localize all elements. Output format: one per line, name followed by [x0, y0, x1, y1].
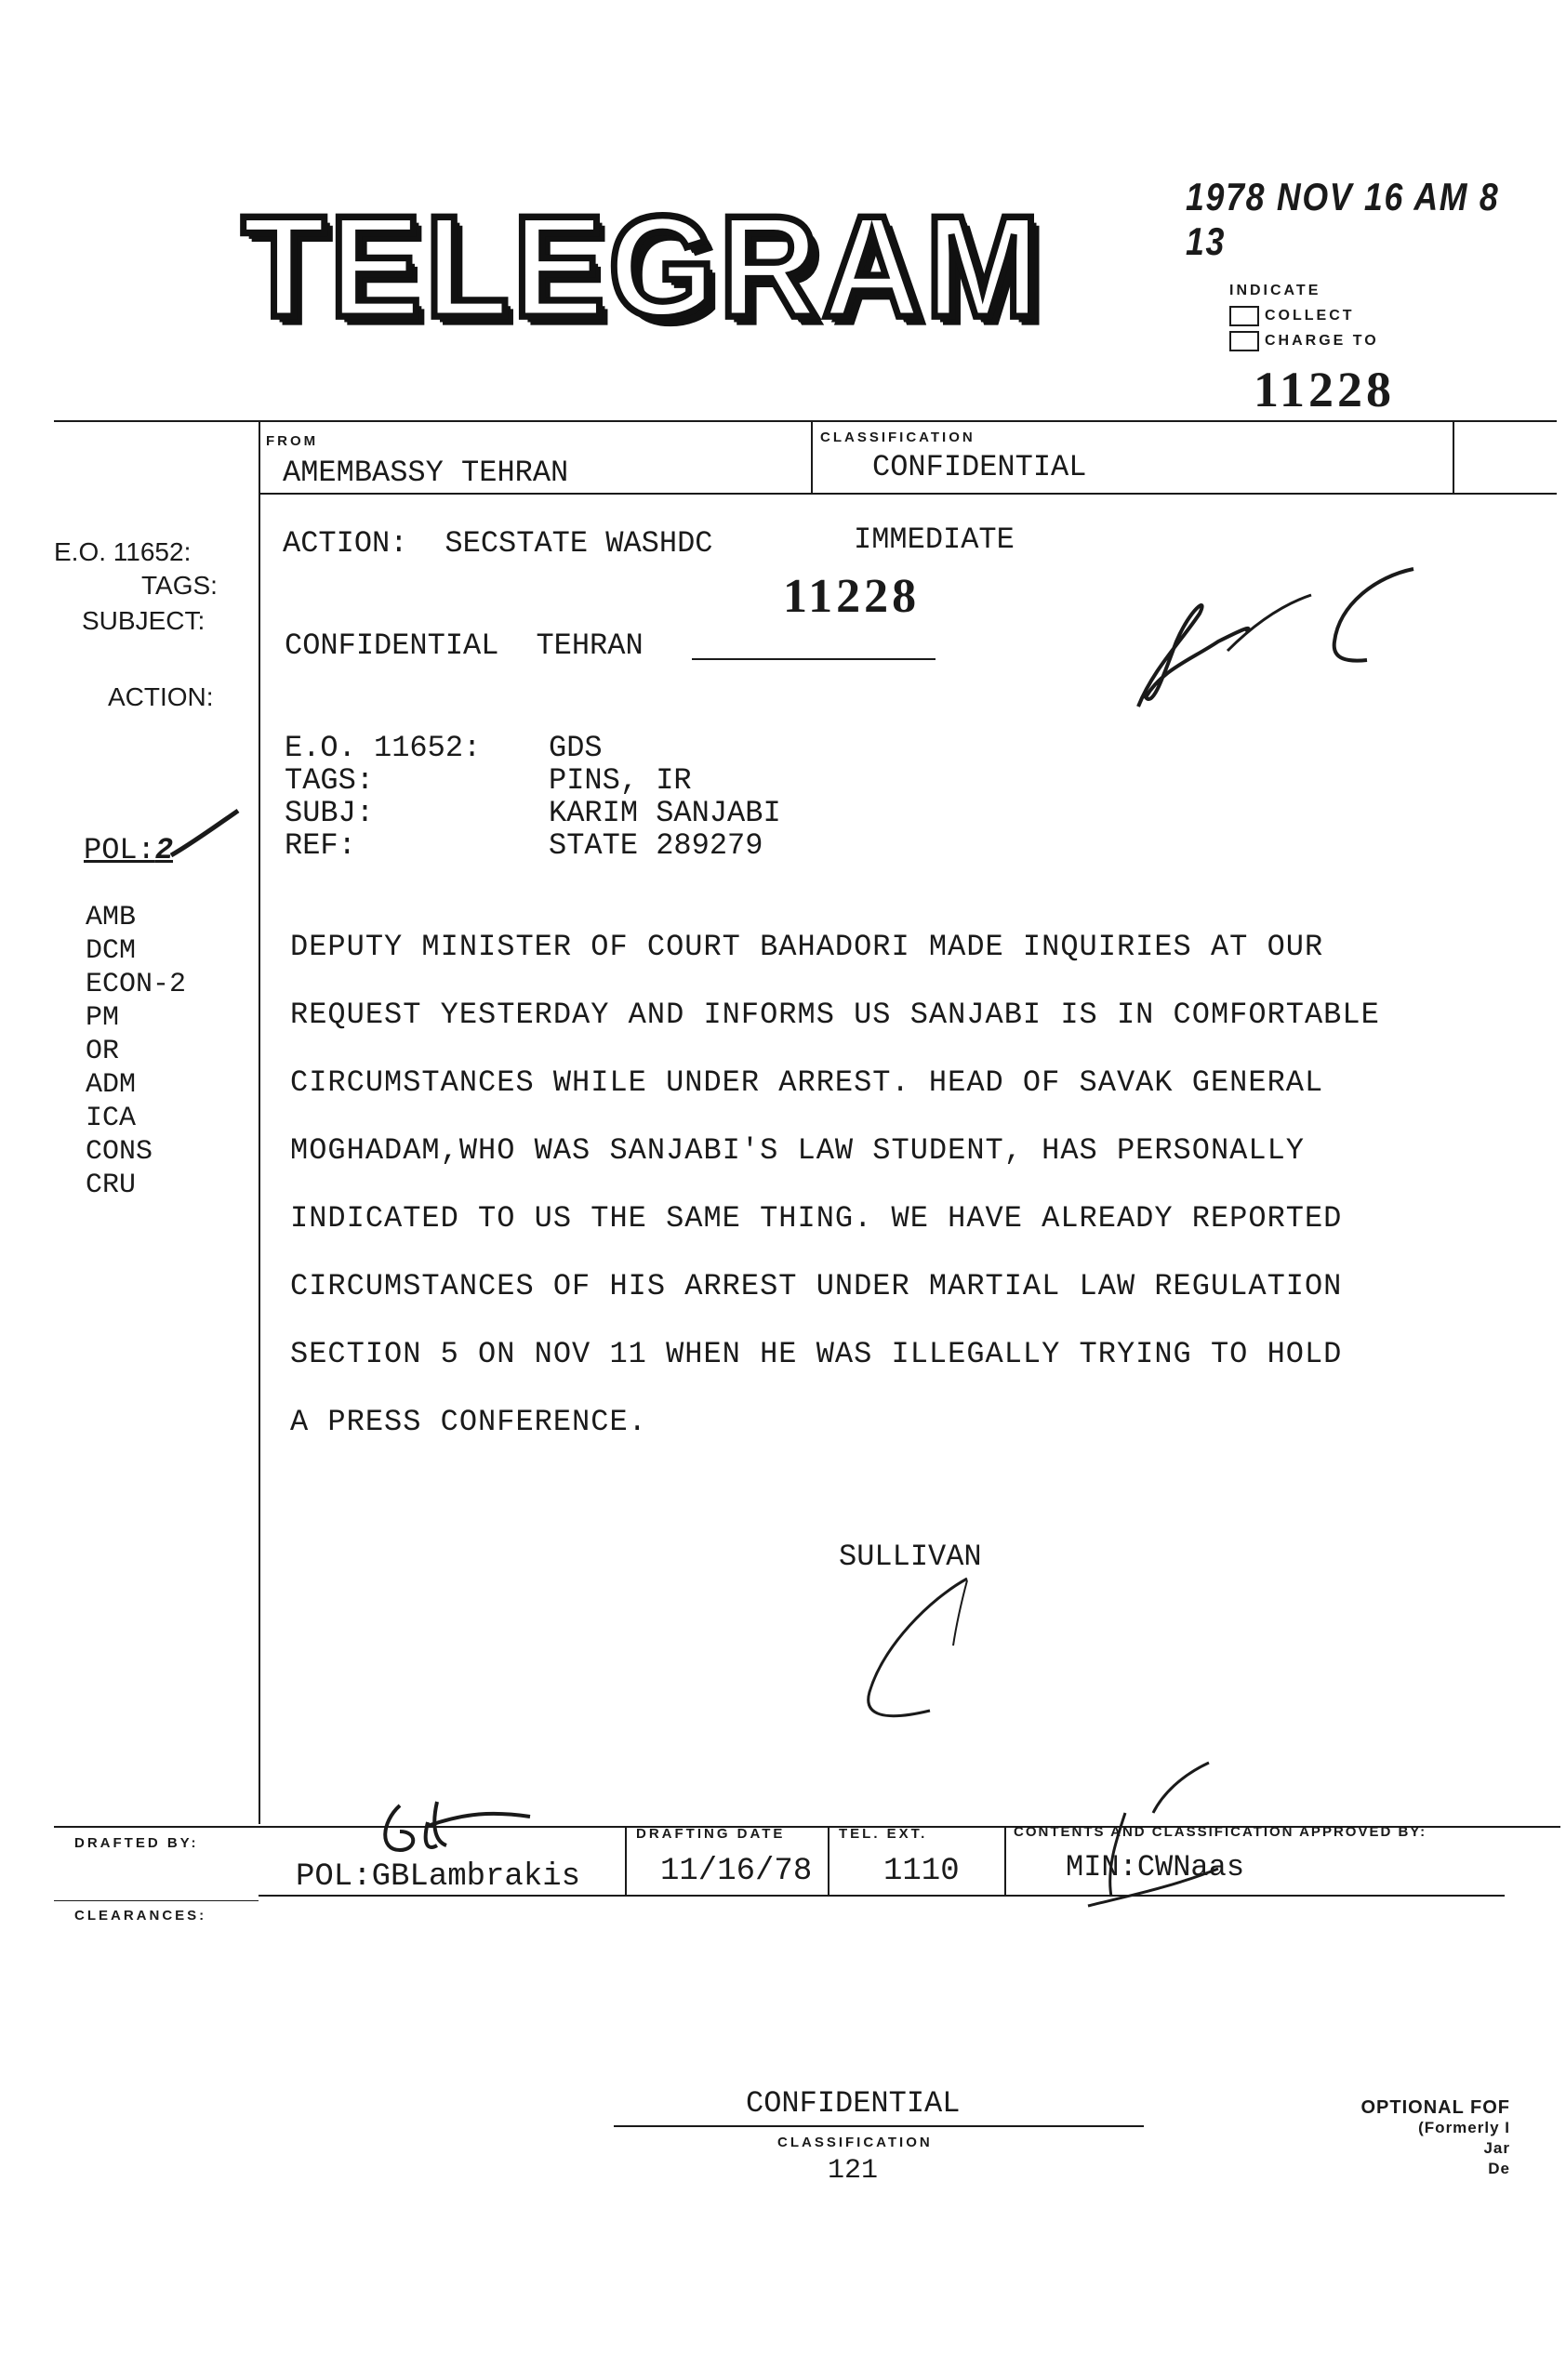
footer-divider-1	[625, 1826, 627, 1897]
action-line: ACTION: SECSTATE WASHDC	[283, 526, 713, 561]
body-line: CIRCUMSTANCES WHILE UNDER ARREST. HEAD OF SAVAK GENERAL	[290, 1065, 1324, 1100]
optional-form-note	[1302, 2097, 1510, 2179]
drafting-date-label: DRAFTING DATE	[636, 1826, 786, 1842]
collect-option[interactable]: COLLECT	[1229, 306, 1355, 326]
approved-by-label: CONTENTS AND CLASSIFICATION APPROVED BY:	[1014, 1824, 1427, 1840]
distribution-item: OR	[86, 1036, 120, 1067]
pol-check-mark	[167, 807, 242, 872]
telegram-serial: 11228	[1254, 362, 1396, 417]
field-value: STATE 289279	[549, 828, 763, 863]
tel-ext-label: TEL. EXT.	[839, 1826, 928, 1842]
optional-form-line: OPTIONAL FOF	[1360, 2097, 1510, 2118]
drafter-initials	[372, 1794, 539, 1869]
distribution-item: AMB	[86, 902, 137, 933]
from-label: FROM	[266, 433, 319, 449]
bottom-classification-label: CLASSIFICATION	[777, 2135, 933, 2150]
indicate-label: INDICATE	[1229, 283, 1321, 298]
message-number: 11228	[783, 570, 921, 623]
optional-form-line: Jar	[1483, 2139, 1510, 2157]
distribution-item: ICA	[86, 1103, 137, 1134]
distribution-item: PM	[86, 1002, 120, 1034]
left-tags-label: TAGS:	[141, 571, 218, 600]
classification-label: CLASSIFICATION	[820, 430, 975, 445]
distribution-item: CRU	[86, 1170, 137, 1201]
field-value: GDS	[549, 731, 603, 765]
from-value: AMEMBASSY TEHRAN	[283, 456, 569, 490]
collect-checkbox[interactable]	[1229, 306, 1259, 326]
action-addressee: SECSTATE WASHDC	[445, 526, 713, 561]
footer-divider-2	[828, 1826, 829, 1897]
precedence: IMMEDIATE	[854, 522, 1015, 557]
received-stamp: 1978 NOV 16 AM 8 13	[1186, 175, 1500, 263]
body-line: CIRCUMSTANCES OF HIS ARREST UNDER MARTIAL LAW REGULATION	[290, 1269, 1343, 1303]
field-label: REF:	[285, 828, 356, 863]
distribution-item: CONS	[86, 1136, 153, 1168]
tel-ext-value: 1110	[883, 1854, 960, 1889]
tehran-underline	[692, 658, 936, 660]
left-margin-rule	[259, 420, 260, 1824]
from-class-divider	[811, 420, 813, 495]
drafting-date-value: 11/16/78	[660, 1854, 813, 1889]
body-line: MOGHADAM,WHO WAS SANJABI'S LAW STUDENT, HAS PERSONALLY	[290, 1133, 1305, 1168]
clearances-label: CLEARANCES:	[74, 1908, 207, 1924]
signature-name: SULLIVAN	[839, 1540, 982, 1574]
classification-value: CONFIDENTIAL	[872, 450, 1087, 484]
field-label: E.O. 11652:	[285, 731, 482, 765]
left-action-label: ACTION:	[108, 682, 214, 711]
field-label: TAGS:	[285, 763, 375, 798]
header-top-rule	[54, 420, 1557, 422]
drafted-by-label: DRAFTED BY:	[74, 1835, 199, 1851]
field-value: KARIM SANJABI	[549, 796, 781, 830]
clearances-rule	[54, 1900, 259, 1901]
body-line: REQUEST YESTERDAY AND INFORMS US SANJABI IS IN COMFORTABLE	[290, 998, 1380, 1032]
approver-initials	[1069, 1757, 1228, 1924]
confidential-line: CONFIDENTIAL TEHRAN	[285, 628, 644, 663]
charge-to-checkbox[interactable]	[1229, 331, 1259, 351]
drafted-by-value: POL:GBLambrakis	[296, 1859, 581, 1895]
handwritten-initials	[1125, 558, 1432, 725]
distribution-item: ADM	[86, 1069, 137, 1101]
handwritten-signature	[828, 1571, 995, 1739]
distribution-pol: POL:2	[84, 833, 174, 867]
footer-divider-3	[1004, 1826, 1006, 1897]
optional-form-line: (Formerly I	[1418, 2119, 1510, 2136]
distribution-item: DCM	[86, 935, 137, 967]
body-line: A PRESS CONFERENCE.	[290, 1405, 647, 1439]
header-bottom-rule	[259, 493, 1557, 495]
distribution-item: ECON-2	[86, 969, 187, 1000]
footer-bottom-rule	[259, 1895, 1505, 1897]
field-value: PINS, IR	[549, 763, 692, 798]
page-number: 121	[828, 2155, 879, 2187]
charge-to-option[interactable]: CHARGE TO	[1229, 331, 1379, 351]
body-line: INDICATED TO US THE SAME THING. WE HAVE ALREADY REPORTED	[290, 1201, 1343, 1236]
approved-by-value: MIN:CWNaas	[1066, 1850, 1245, 1884]
bottom-classification: CONFIDENTIAL	[746, 2086, 961, 2121]
body-line: SECTION 5 ON NOV 11 WHEN HE WAS ILLEGALLY TRYING TO HOLD	[290, 1337, 1343, 1371]
optional-form-line: De	[1488, 2160, 1510, 2177]
bottom-classification-rule	[614, 2125, 1144, 2127]
class-right-divider	[1453, 420, 1454, 495]
telegram-title: TELEGRAM	[242, 186, 1044, 348]
body-line: DEPUTY MINISTER OF COURT BAHADORI MADE INQUIRIES AT OUR	[290, 930, 1324, 964]
field-label: SUBJ:	[285, 796, 375, 830]
left-eo-label: E.O. 11652:	[54, 537, 192, 566]
left-subject-label: SUBJECT:	[82, 606, 206, 635]
